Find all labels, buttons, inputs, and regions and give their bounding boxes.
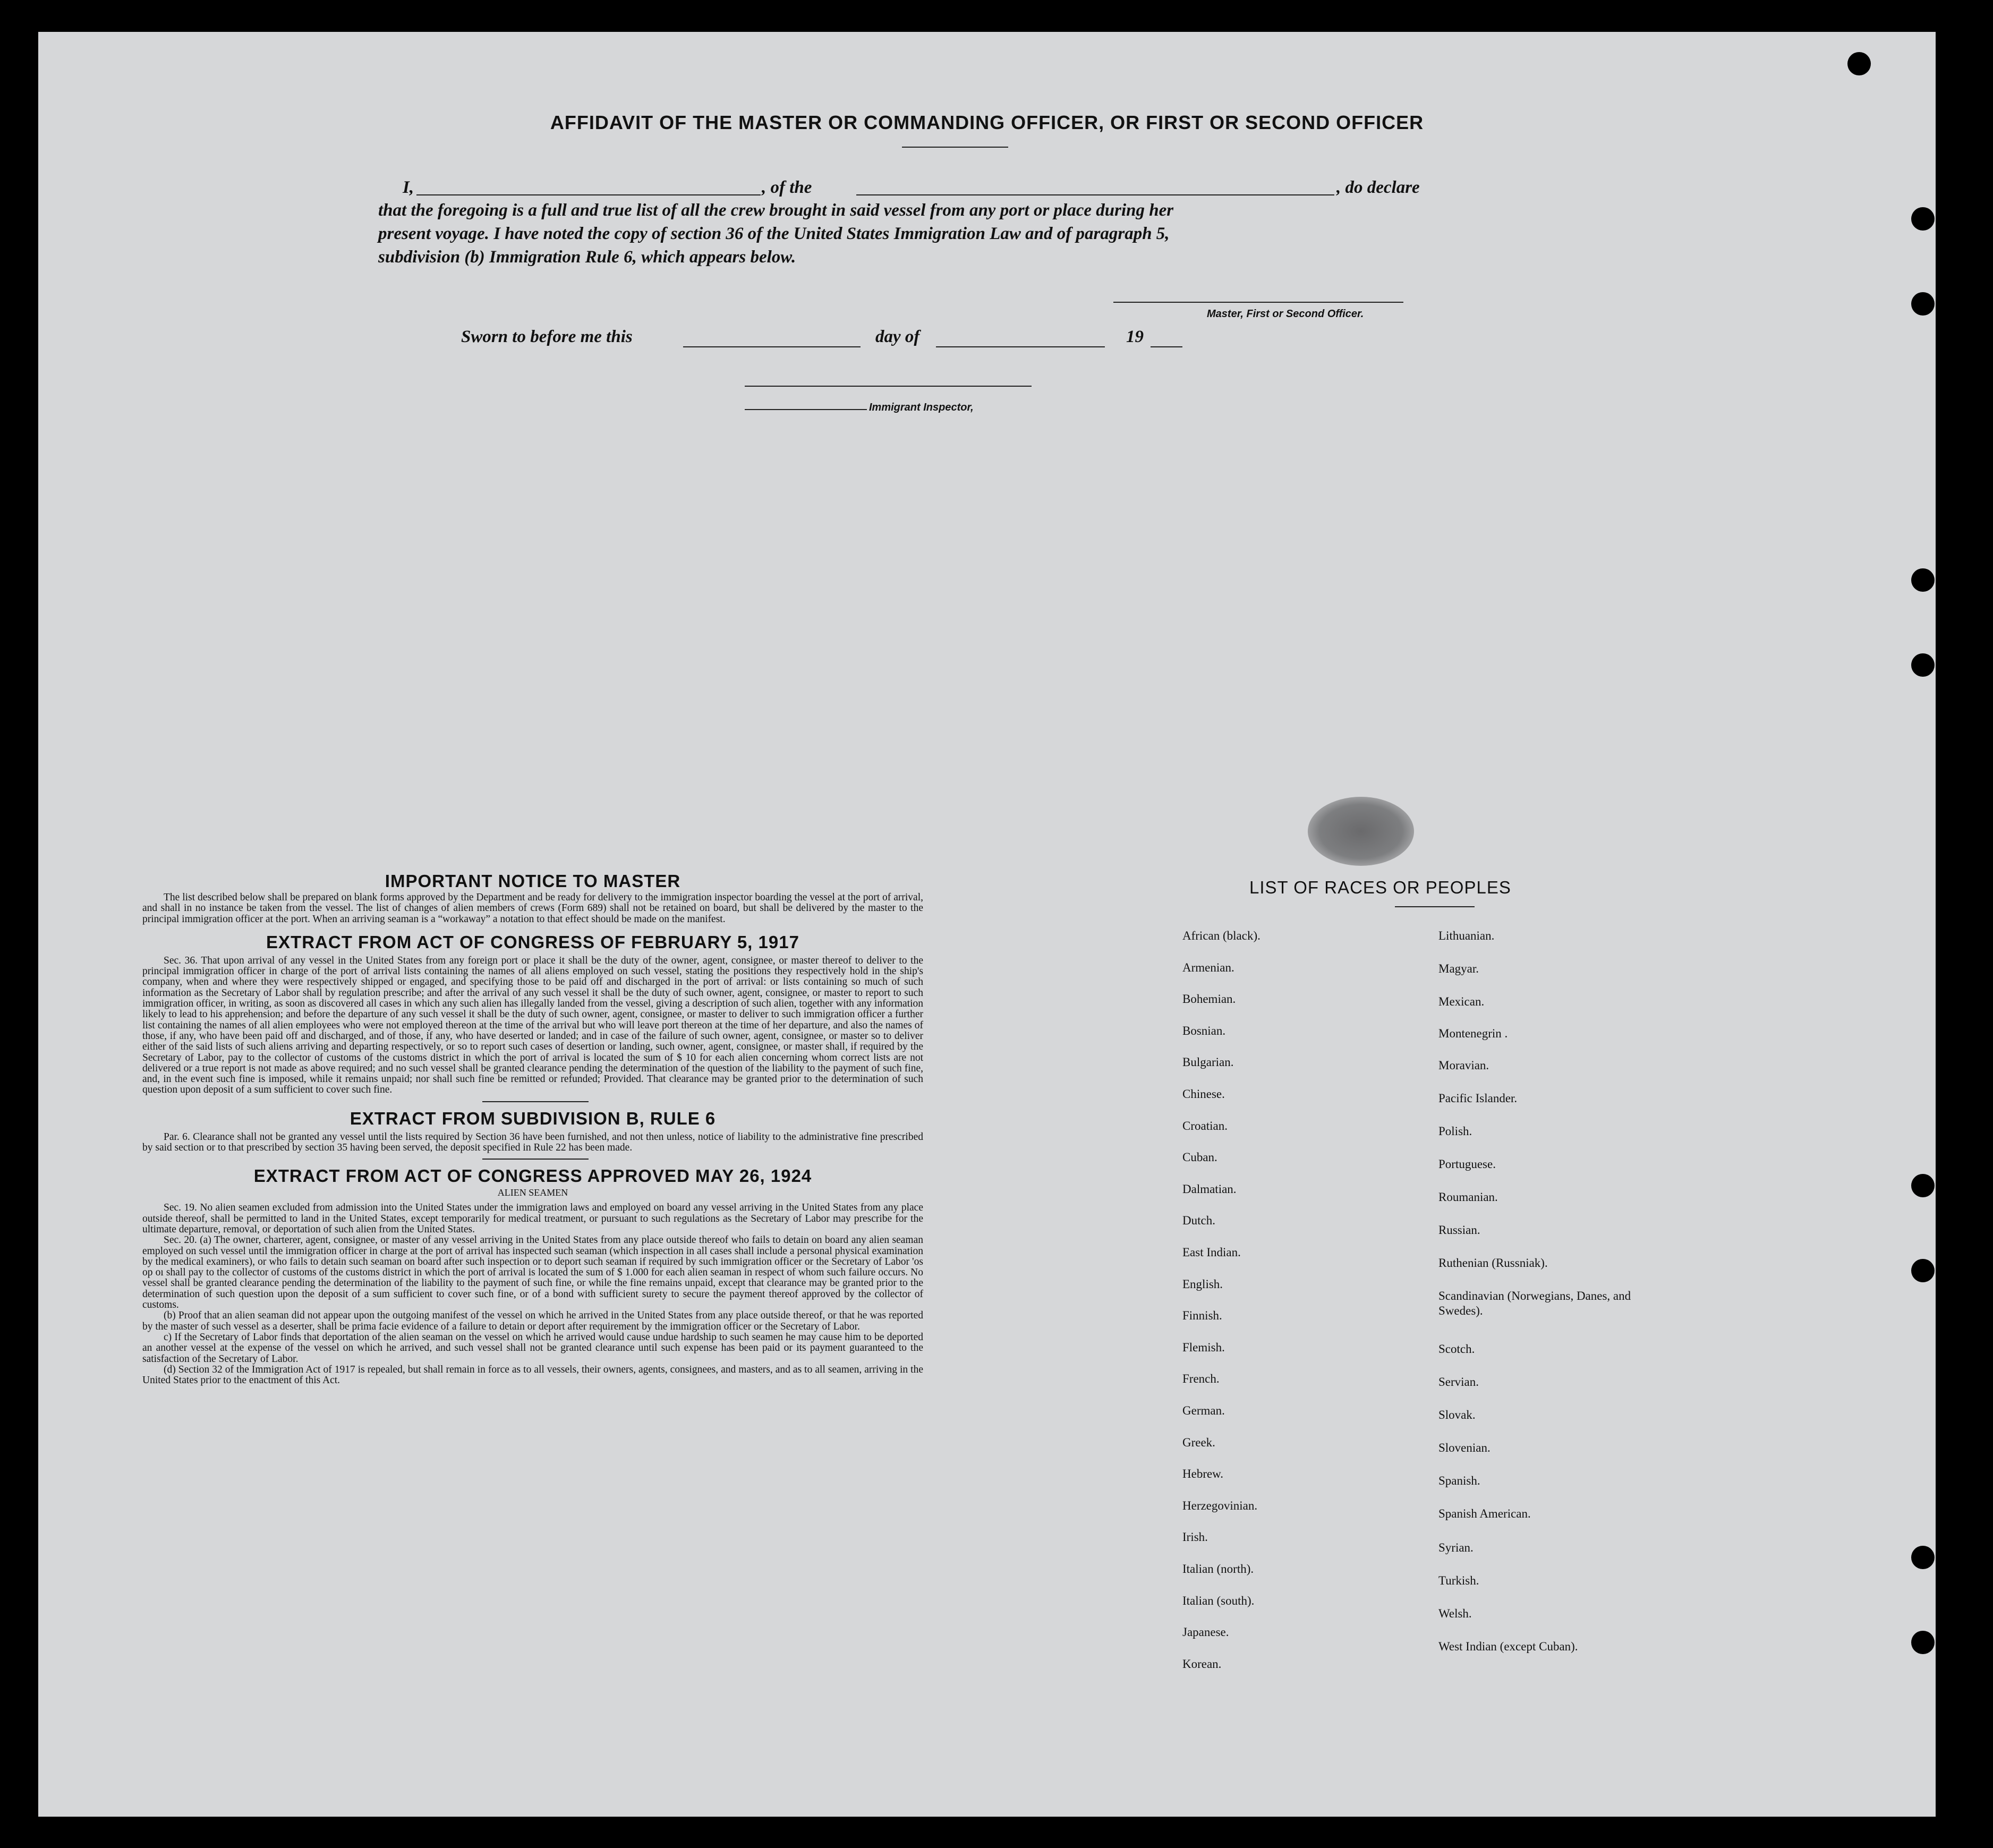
affidavit-body-3: subdivision (b) Immigration Rule 6, which appears below. [378, 248, 796, 267]
race-item: Welsh. [1438, 1607, 1472, 1620]
race-item: Ruthenian (Russniak). [1438, 1256, 1548, 1270]
sworn-day-blank [683, 346, 861, 347]
race-item: Russian. [1438, 1223, 1480, 1237]
race-item: Moravian. [1438, 1059, 1489, 1072]
race-item: Polish. [1438, 1125, 1472, 1138]
races-underline [1395, 906, 1475, 907]
race-item: Herzegovinian. [1182, 1498, 1258, 1512]
race-item: English. [1182, 1277, 1223, 1291]
race-item: Croatian. [1182, 1119, 1228, 1132]
race-item: Spanish American. [1438, 1507, 1531, 1520]
race-item: Roumanian. [1438, 1190, 1498, 1204]
divider [482, 1101, 589, 1102]
punch-hole [1911, 653, 1935, 677]
master-signature-label: Master, First or Second Officer. [1207, 308, 1364, 320]
race-item: Italian (north). [1182, 1562, 1254, 1576]
race-item: Slovenian. [1438, 1441, 1491, 1454]
inspector-label: Immigrant Inspector, [869, 402, 974, 413]
year-blank [1151, 346, 1182, 347]
punch-hole [1911, 1631, 1935, 1654]
race-item: Greek. [1182, 1435, 1215, 1449]
race-item: Dutch. [1182, 1214, 1215, 1228]
race-item: Cuban. [1182, 1151, 1217, 1164]
race-item: Chinese. [1182, 1087, 1225, 1101]
race-item: Mexican. [1438, 995, 1485, 1008]
month-blank [936, 346, 1105, 347]
race-item: Dalmatian. [1182, 1182, 1237, 1196]
race-item: Portuguese. [1438, 1157, 1496, 1171]
race-item: Finnish. [1182, 1309, 1222, 1323]
race-item: Bosnian. [1182, 1024, 1226, 1037]
sec20b-text: (b) Proof that an alien seaman did not appear upon the outgoing manifest of the vessel on which he arrived in the United States from any place outside thereof, or that he was reported by the master of such vessel as a deserter, shall be prima facie evidence of a failure to detain or deport after requirement by the immigration officer or the Secretary of Labor. [142, 1310, 923, 1332]
race-item: Scandinavian (Norwegians, Danes, and Swedes). [1438, 1289, 1631, 1317]
affidavit-body-2: present voyage. I have noted the copy of section 36 of the United States Immigration Law and of paragraph 5, [378, 224, 1170, 243]
sec20d-text: (d) Section 32 of the Immigration Act of 1917 is repealed, but shall remain in force as to all vessels, their owners, agents, consignees, and masters, and as to all seamen, arriving in the United States prior to the enactment of this Act. [142, 1364, 923, 1386]
sworn-label: Sworn to before me this [461, 327, 633, 346]
race-item: German. [1182, 1404, 1225, 1417]
extract-1924-title: EXTRACT FROM ACT OF CONGRESS APPROVED MAY 26, 1924 [253, 1166, 812, 1186]
sec20a-text: Sec. 20. (a) The owner, charterer, agent, consignee, or master of any vessel arriving in the United States from any place outside thereof who fails to detain on board any alien seaman employed on such vessel until the immigration officer in charge at the port of arrival has inspected such seaman (which inspection in all cases shall include a personal physical examination by the medical examiners), or who fails to detain such seaman on board after such inspection or to deport such seaman if required by such immigration officer or the Secretary of Labor 'os op oı shall pay to the collector of customs of the customs district in which the port of arrival is located the sum of $ 1.000 for each alien seaman in respect of whom such failure occurs. No vessel shall be granted clearance pending the determination of the liability to the payment of such fine, or while the fine remains unpaid, except that clearance may be granted prior to the determination of such question upon the deposit of a sum sufficient to cover such fine, or of a bond with sufficient surety to secure the payment thereof approved by the collector of customs. [142, 1234, 923, 1311]
sec19-text: Sec. 19. No alien seamen excluded from admission into the United States under the immigration laws and employed on board any vessel arriving in the United States from any place outside thereof, shall be permitted to land in the United States, except temporarily for medical treatment, or pursuant to such regulations as the Secretary of Labor may prescribe for the ultimate departure, removal, or deportation of such alien from the United States. [142, 1202, 923, 1235]
ink-smudge [1308, 797, 1414, 866]
race-item: Spanish. [1438, 1474, 1480, 1487]
punch-hole [1911, 568, 1935, 592]
punch-hole [1911, 207, 1935, 231]
race-item: Slovak. [1438, 1408, 1476, 1421]
day-of-label: day of [875, 327, 920, 346]
i-label: I, [403, 178, 414, 197]
inspector-line-1 [745, 386, 1032, 387]
vessel-blank [856, 194, 1334, 195]
punch-hole [1911, 1174, 1935, 1197]
extract-1924-subtitle: ALIEN SEAMEN [497, 1187, 568, 1198]
race-item: Armenian. [1182, 960, 1234, 974]
race-item: Magyar. [1438, 962, 1479, 975]
race-item: Lithuanian. [1438, 929, 1495, 942]
race-item: French. [1182, 1372, 1220, 1386]
race-item: Japanese. [1182, 1625, 1229, 1639]
race-item: Pacific Islander. [1438, 1092, 1518, 1105]
race-item: Flemish. [1182, 1340, 1225, 1354]
divider [482, 1159, 589, 1160]
punch-hole [1847, 52, 1871, 75]
extract-rule6-text: Par. 6. Clearance shall not be granted any vessel until the lists required by Section 36 have been furnished, and not then unless, notice of liability to the administrative fine prescribed by said section or to that prescribed by section 35 having been served, the deposit specified in Rule 22 has been made. [142, 1131, 923, 1154]
of-the-label: , of the [762, 178, 812, 197]
race-item: Korean. [1182, 1657, 1222, 1671]
punch-hole [1911, 292, 1935, 316]
race-item: Turkish. [1438, 1574, 1479, 1587]
do-declare-label: , do declare [1336, 178, 1420, 197]
punch-hole [1911, 1546, 1935, 1569]
extract-rule6-title: EXTRACT FROM SUBDIVISION B, RULE 6 [350, 1108, 716, 1128]
sec20c-text: c) If the Secretary of Labor finds that deportation of the alien seaman on the vessel on which he arrived would cause undue hardship to such seamen he may cause him to be deported an another vessel at the expense of the vessel on which he arrived, and such vessel shall not be granted clearance until such expense has been paid or its payment guaranteed to the satisfaction of the Secretary of Labor. [142, 1331, 923, 1365]
notice-title: IMPORTANT NOTICE TO MASTER [385, 871, 681, 891]
master-signature-line [1113, 302, 1403, 303]
affidavit-title: AFFIDAVIT OF THE MASTER OR COMMANDING OFFICER, OR FIRST OR SECOND OFFICER [550, 112, 1424, 133]
left-column [142, 871, 923, 1386]
race-item: African (black). [1182, 929, 1260, 942]
extract-1917-text: Sec. 36. That upon arrival of any vessel in the United States from any foreign port or place it shall be the duty of the owner, agent, consignee, or master thereof to deliver to the principal immigration officer in charge of the port of arrival lists containing the names of all aliens employed on such vessel, stating the positions they respectively hold in the ship's company, when and where they were respectively shipped or engaged, and specifying those to be paid off and discharged in the port of arrival: or lists containing so much of such information as the Secretary of Labor shall by regulation prescribe; and after the arrival of any such vessel it shall be the duty of such owner, agent, consignee, or master to report to such immigration officer, in writing, as soon as discovered all cases in which any such alien has illegally landed from the vessel, giving a description of such alien, together with any information likely to lead to his apprehension; and before the departure of any such vessel it shall be the duty of such owner, agent, consignee, or master to deliver to such immigration officer a further list containing the names of all alien employees who were not employed thereon at the time of the arrival but who will leave port thereon at the time of her departure, and also the names of those, if any, who have been paid off and discharged, and of those, if any, who have deserted or landed; and in case of the failure of such owner, agent, consignee, or master so to deliver either of the said lists of such aliens arriving and departing respectively, or so to report such cases of desertion or landing, such owner, agent, consignee, or master shall, if required by the Secretary of Labor, pay to the collector of customs of the customs district in which the port of arrival is located the sum of $ 10 for each alien concerning whom correct lists are not delivered or a true report is not made as above required; and no such vessel shall be granted clearance pending the determination of the question of the liability to the payment of such fine, and, in the event such fine is imposed, while it remains unpaid; nor shall such fine be remitted or refunded; Provided. That clearance may be granted prior to the determination of such question upon deposit of a sum sufficient to cover such fine. [142, 955, 923, 1096]
race-item: Italian (south). [1182, 1594, 1255, 1607]
document-page [38, 32, 1936, 1817]
punch-hole [1911, 1259, 1935, 1282]
inspector-line-2 [745, 409, 867, 410]
race-item: Servian. [1438, 1375, 1479, 1389]
race-item: Bulgarian. [1182, 1055, 1234, 1069]
race-item: Syrian. [1438, 1541, 1474, 1554]
race-item: Bohemian. [1182, 992, 1236, 1006]
races-title: LIST OF RACES OR PEOPLES [1249, 878, 1511, 897]
affidavit-body-1: that the foregoing is a full and true list of all the crew brought in said vessel from any port or place during her [378, 201, 1174, 220]
name-blank [416, 194, 761, 195]
race-item: Irish. [1182, 1530, 1208, 1544]
race-item: Montenegrin . [1438, 1027, 1508, 1040]
race-item: West Indian (except Cuban). [1438, 1640, 1578, 1653]
race-item: East Indian. [1182, 1246, 1241, 1259]
race-item: Scotch. [1438, 1342, 1475, 1356]
extract-1917-title: EXTRACT FROM ACT OF CONGRESS OF FEBRUARY 5, 1917 [266, 932, 799, 952]
notice-text: The list described below shall be prepared on blank forms approved by the Department and be ready for delivery to the immigration inspector boarding the vessel at the port of arrival, and shall in no instance be taken from the vessel. The list of changes of alien members of crews (Form 689) shall not be retained on board, but shall be delivered by the master to the principal immigration officer at the port. When an arriving seaman is a “workaway” a notation to that effect should be made on the manifest. [142, 892, 923, 925]
year-label: 19 [1126, 327, 1144, 346]
race-item: Hebrew. [1182, 1467, 1224, 1481]
title-underline [902, 147, 1008, 148]
